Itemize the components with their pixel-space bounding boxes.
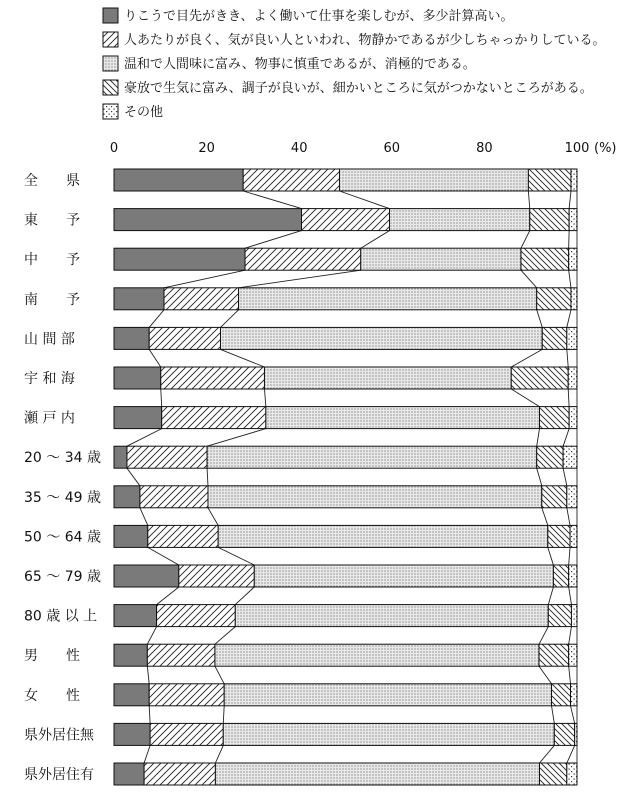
bar-segment-4 bbox=[569, 565, 577, 587]
legend-swatch-3 bbox=[103, 80, 118, 95]
bar-segment-1 bbox=[164, 288, 239, 310]
bar-segment-1 bbox=[149, 684, 224, 706]
bar-segment-4 bbox=[567, 327, 577, 349]
x-tick-label: 100 bbox=[564, 141, 590, 156]
category-labels bbox=[24, 173, 101, 783]
bar-segment-3 bbox=[539, 644, 569, 666]
bar-segment-2 bbox=[207, 446, 537, 468]
connector-line bbox=[511, 389, 539, 407]
bar-segment-0 bbox=[114, 288, 164, 310]
bar-segment-1 bbox=[302, 209, 390, 231]
connector-line bbox=[552, 706, 555, 724]
bar-segment-2 bbox=[223, 723, 554, 745]
connector-line bbox=[220, 349, 264, 367]
x-tick-label: 20 bbox=[198, 141, 215, 156]
category-label: 女 性 bbox=[24, 687, 80, 704]
bar-segment-4 bbox=[563, 446, 577, 468]
x-tick-label: 80 bbox=[476, 141, 493, 156]
bar-segment-0 bbox=[114, 684, 149, 706]
bar-segment-4 bbox=[570, 525, 577, 547]
category-label: 県外居住無 bbox=[24, 727, 94, 744]
connector-line bbox=[569, 587, 572, 605]
bar-segment-2 bbox=[264, 367, 511, 389]
connector-line bbox=[568, 389, 569, 407]
bar-segment-0 bbox=[114, 446, 127, 468]
category-label: 中 予 bbox=[24, 252, 80, 269]
legend bbox=[103, 8, 606, 120]
bar-segment-0 bbox=[114, 565, 179, 587]
connector-line bbox=[157, 587, 179, 605]
connector-line bbox=[567, 310, 571, 328]
bar-segment-0 bbox=[114, 605, 157, 627]
bars bbox=[114, 169, 577, 785]
connector-line bbox=[539, 666, 552, 684]
connector-line bbox=[218, 547, 254, 565]
connector-line bbox=[563, 429, 569, 447]
category-label: 男 性 bbox=[24, 648, 80, 665]
connector-line bbox=[569, 547, 570, 565]
connector-line bbox=[569, 627, 572, 645]
bar-segment-3 bbox=[542, 327, 567, 349]
bar-segment-0 bbox=[114, 169, 243, 191]
bar-segment-1 bbox=[148, 525, 218, 547]
bar-segment-1 bbox=[243, 169, 339, 191]
connector-line bbox=[220, 310, 238, 328]
connector-line bbox=[149, 706, 150, 724]
bar-segment-3 bbox=[528, 169, 571, 191]
connector-line bbox=[548, 547, 554, 565]
connector-line bbox=[521, 231, 530, 249]
category-label: 20 ～ 34 歳 bbox=[24, 450, 101, 467]
bar-segment-2 bbox=[266, 407, 540, 429]
legend-swatch-2 bbox=[103, 56, 118, 71]
bar-segment-1 bbox=[149, 327, 220, 349]
bar-segment-4 bbox=[571, 605, 577, 627]
bar-segment-0 bbox=[114, 248, 245, 270]
connector-line bbox=[215, 627, 235, 645]
bar-segment-3 bbox=[530, 209, 569, 231]
connector-line bbox=[149, 349, 161, 367]
connector-line bbox=[539, 627, 548, 645]
bar-segment-3 bbox=[537, 446, 563, 468]
bar-segment-3 bbox=[521, 248, 569, 270]
connector-line bbox=[207, 468, 208, 486]
bar-segment-0 bbox=[114, 525, 148, 547]
bar-segment-2 bbox=[235, 605, 548, 627]
connector-line bbox=[140, 508, 148, 526]
bar-segment-3 bbox=[548, 525, 570, 547]
connector-line bbox=[207, 429, 266, 447]
bar-segment-4 bbox=[571, 288, 577, 310]
category-label: 山 間 部 bbox=[24, 331, 75, 348]
connector-line bbox=[361, 231, 390, 249]
x-axis bbox=[110, 141, 617, 156]
bar-segment-3 bbox=[554, 723, 574, 745]
connector-line bbox=[208, 508, 218, 526]
bar-segment-1 bbox=[179, 565, 254, 587]
bar-segment-4 bbox=[575, 723, 577, 745]
bar-segment-2 bbox=[254, 565, 553, 587]
connector-line bbox=[235, 587, 254, 605]
legend-label-4: その他 bbox=[124, 105, 164, 120]
connector-line bbox=[339, 191, 389, 209]
connector-line bbox=[127, 429, 162, 447]
connector-line bbox=[569, 666, 571, 684]
bar-segment-2 bbox=[218, 525, 548, 547]
connector-line bbox=[243, 191, 301, 209]
bar-segment-0 bbox=[114, 644, 147, 666]
connector-line bbox=[239, 270, 361, 288]
connector-line bbox=[144, 745, 150, 763]
bar-segment-2 bbox=[215, 763, 539, 785]
bar-segment-1 bbox=[127, 446, 207, 468]
x-tick-label: 60 bbox=[383, 141, 401, 156]
connector-line bbox=[215, 666, 224, 684]
bar-segment-1 bbox=[245, 248, 361, 270]
bar-segment-3 bbox=[537, 288, 571, 310]
bar-segment-4 bbox=[571, 169, 577, 191]
category-label: 全 県 bbox=[24, 173, 80, 189]
bar-segment-4 bbox=[569, 407, 577, 429]
connector-line bbox=[537, 310, 543, 328]
bar-segment-2 bbox=[389, 209, 529, 231]
bar-segment-4 bbox=[569, 644, 577, 666]
category-label: 宇 和 海 bbox=[24, 371, 75, 387]
legend-swatch-0 bbox=[103, 8, 118, 23]
bar-segment-0 bbox=[114, 407, 162, 429]
connector-line bbox=[537, 429, 540, 447]
category-label: 50 ～ 64 歳 bbox=[24, 529, 101, 546]
legend-swatch-4 bbox=[103, 104, 118, 119]
bar-segment-3 bbox=[539, 763, 566, 785]
bar-segment-1 bbox=[162, 407, 266, 429]
bar-segment-3 bbox=[548, 605, 571, 627]
x-tick-label: 0 bbox=[109, 141, 119, 156]
connector-line bbox=[569, 270, 571, 288]
bar-segment-4 bbox=[568, 367, 577, 389]
connector-line bbox=[537, 468, 542, 486]
connector-line bbox=[147, 627, 156, 645]
bar-segment-3 bbox=[542, 486, 567, 508]
bar-segment-0 bbox=[114, 209, 302, 231]
legend-label-2: 温和で人間味に富み、物事に慎重であるが、消極的である。 bbox=[124, 57, 476, 72]
bar-segment-3 bbox=[552, 684, 571, 706]
bar-segment-0 bbox=[114, 723, 150, 745]
connector-line bbox=[215, 745, 223, 763]
bar-segment-3 bbox=[553, 565, 568, 587]
connector-line bbox=[127, 468, 140, 486]
connector-line bbox=[542, 508, 548, 526]
bar-segment-4 bbox=[571, 684, 577, 706]
bar-segment-3 bbox=[511, 367, 568, 389]
legend-label-0: りこうで目先がきき、よく働いて仕事を楽しむが、多少計算高い。 bbox=[124, 9, 514, 24]
category-label: 県外居住有 bbox=[24, 767, 94, 783]
category-label: 35 ～ 49 歳 bbox=[24, 489, 101, 506]
legend-label-1: 人あたりが良く、気が良い人といわれ、物静かであるが少しちゃっかりしている。 bbox=[124, 33, 606, 48]
category-label: 東 予 bbox=[24, 212, 80, 229]
connector-line bbox=[223, 706, 224, 724]
bar-segment-3 bbox=[539, 407, 569, 429]
connector-line bbox=[164, 270, 245, 288]
bar-segment-2 bbox=[361, 248, 521, 270]
connector-line bbox=[521, 270, 537, 288]
connector-line bbox=[148, 547, 179, 565]
connector-line bbox=[567, 508, 570, 526]
bar-segment-4 bbox=[567, 486, 577, 508]
connector-line bbox=[147, 666, 149, 684]
connector-line bbox=[161, 389, 162, 407]
bar-segment-4 bbox=[569, 248, 577, 270]
connector-line bbox=[245, 231, 301, 249]
bar-segment-2 bbox=[239, 288, 537, 310]
connector-line bbox=[264, 389, 265, 407]
connector-line bbox=[539, 745, 554, 763]
bar-segment-2 bbox=[220, 327, 542, 349]
bar-segment-2 bbox=[224, 684, 551, 706]
bar-segment-1 bbox=[150, 723, 223, 745]
category-label: 65 ～ 79 歳 bbox=[24, 569, 101, 585]
connector-line bbox=[571, 706, 575, 724]
segment-connector-lines bbox=[127, 191, 577, 763]
bar-segment-0 bbox=[114, 486, 140, 508]
bar-segment-0 bbox=[114, 327, 149, 349]
category-label: 80 歳 以 上 bbox=[24, 608, 98, 625]
connector-line bbox=[567, 349, 568, 367]
connector-line bbox=[548, 587, 553, 605]
bar-segment-4 bbox=[567, 763, 577, 785]
bar-segment-4 bbox=[569, 209, 577, 231]
bar-segment-1 bbox=[161, 367, 265, 389]
bar-segment-1 bbox=[157, 605, 236, 627]
bar-segment-0 bbox=[114, 763, 144, 785]
bar-segment-0 bbox=[114, 367, 161, 389]
bar-segment-2 bbox=[215, 644, 539, 666]
bar-segment-1 bbox=[144, 763, 215, 785]
legend-swatch-1 bbox=[103, 32, 118, 47]
connector-line bbox=[567, 745, 575, 763]
x-tick-label: 40 bbox=[290, 141, 308, 156]
bar-segment-2 bbox=[208, 486, 542, 508]
legend-label-3: 豪放で生気に富み、調子が良いが、細かいところに気がつかないところがある。 bbox=[124, 81, 593, 96]
x-unit-label: (%) bbox=[594, 141, 617, 156]
connector-line bbox=[149, 310, 164, 328]
category-label: 瀬 戸 内 bbox=[24, 410, 75, 427]
connector-line bbox=[569, 191, 571, 209]
category-label: 南 予 bbox=[24, 291, 80, 308]
bar-segment-1 bbox=[147, 644, 215, 666]
connector-line bbox=[528, 191, 529, 209]
connector-line bbox=[563, 468, 567, 486]
bar-segment-2 bbox=[339, 169, 528, 191]
bar-segment-1 bbox=[140, 486, 208, 508]
connector-line bbox=[511, 349, 542, 367]
